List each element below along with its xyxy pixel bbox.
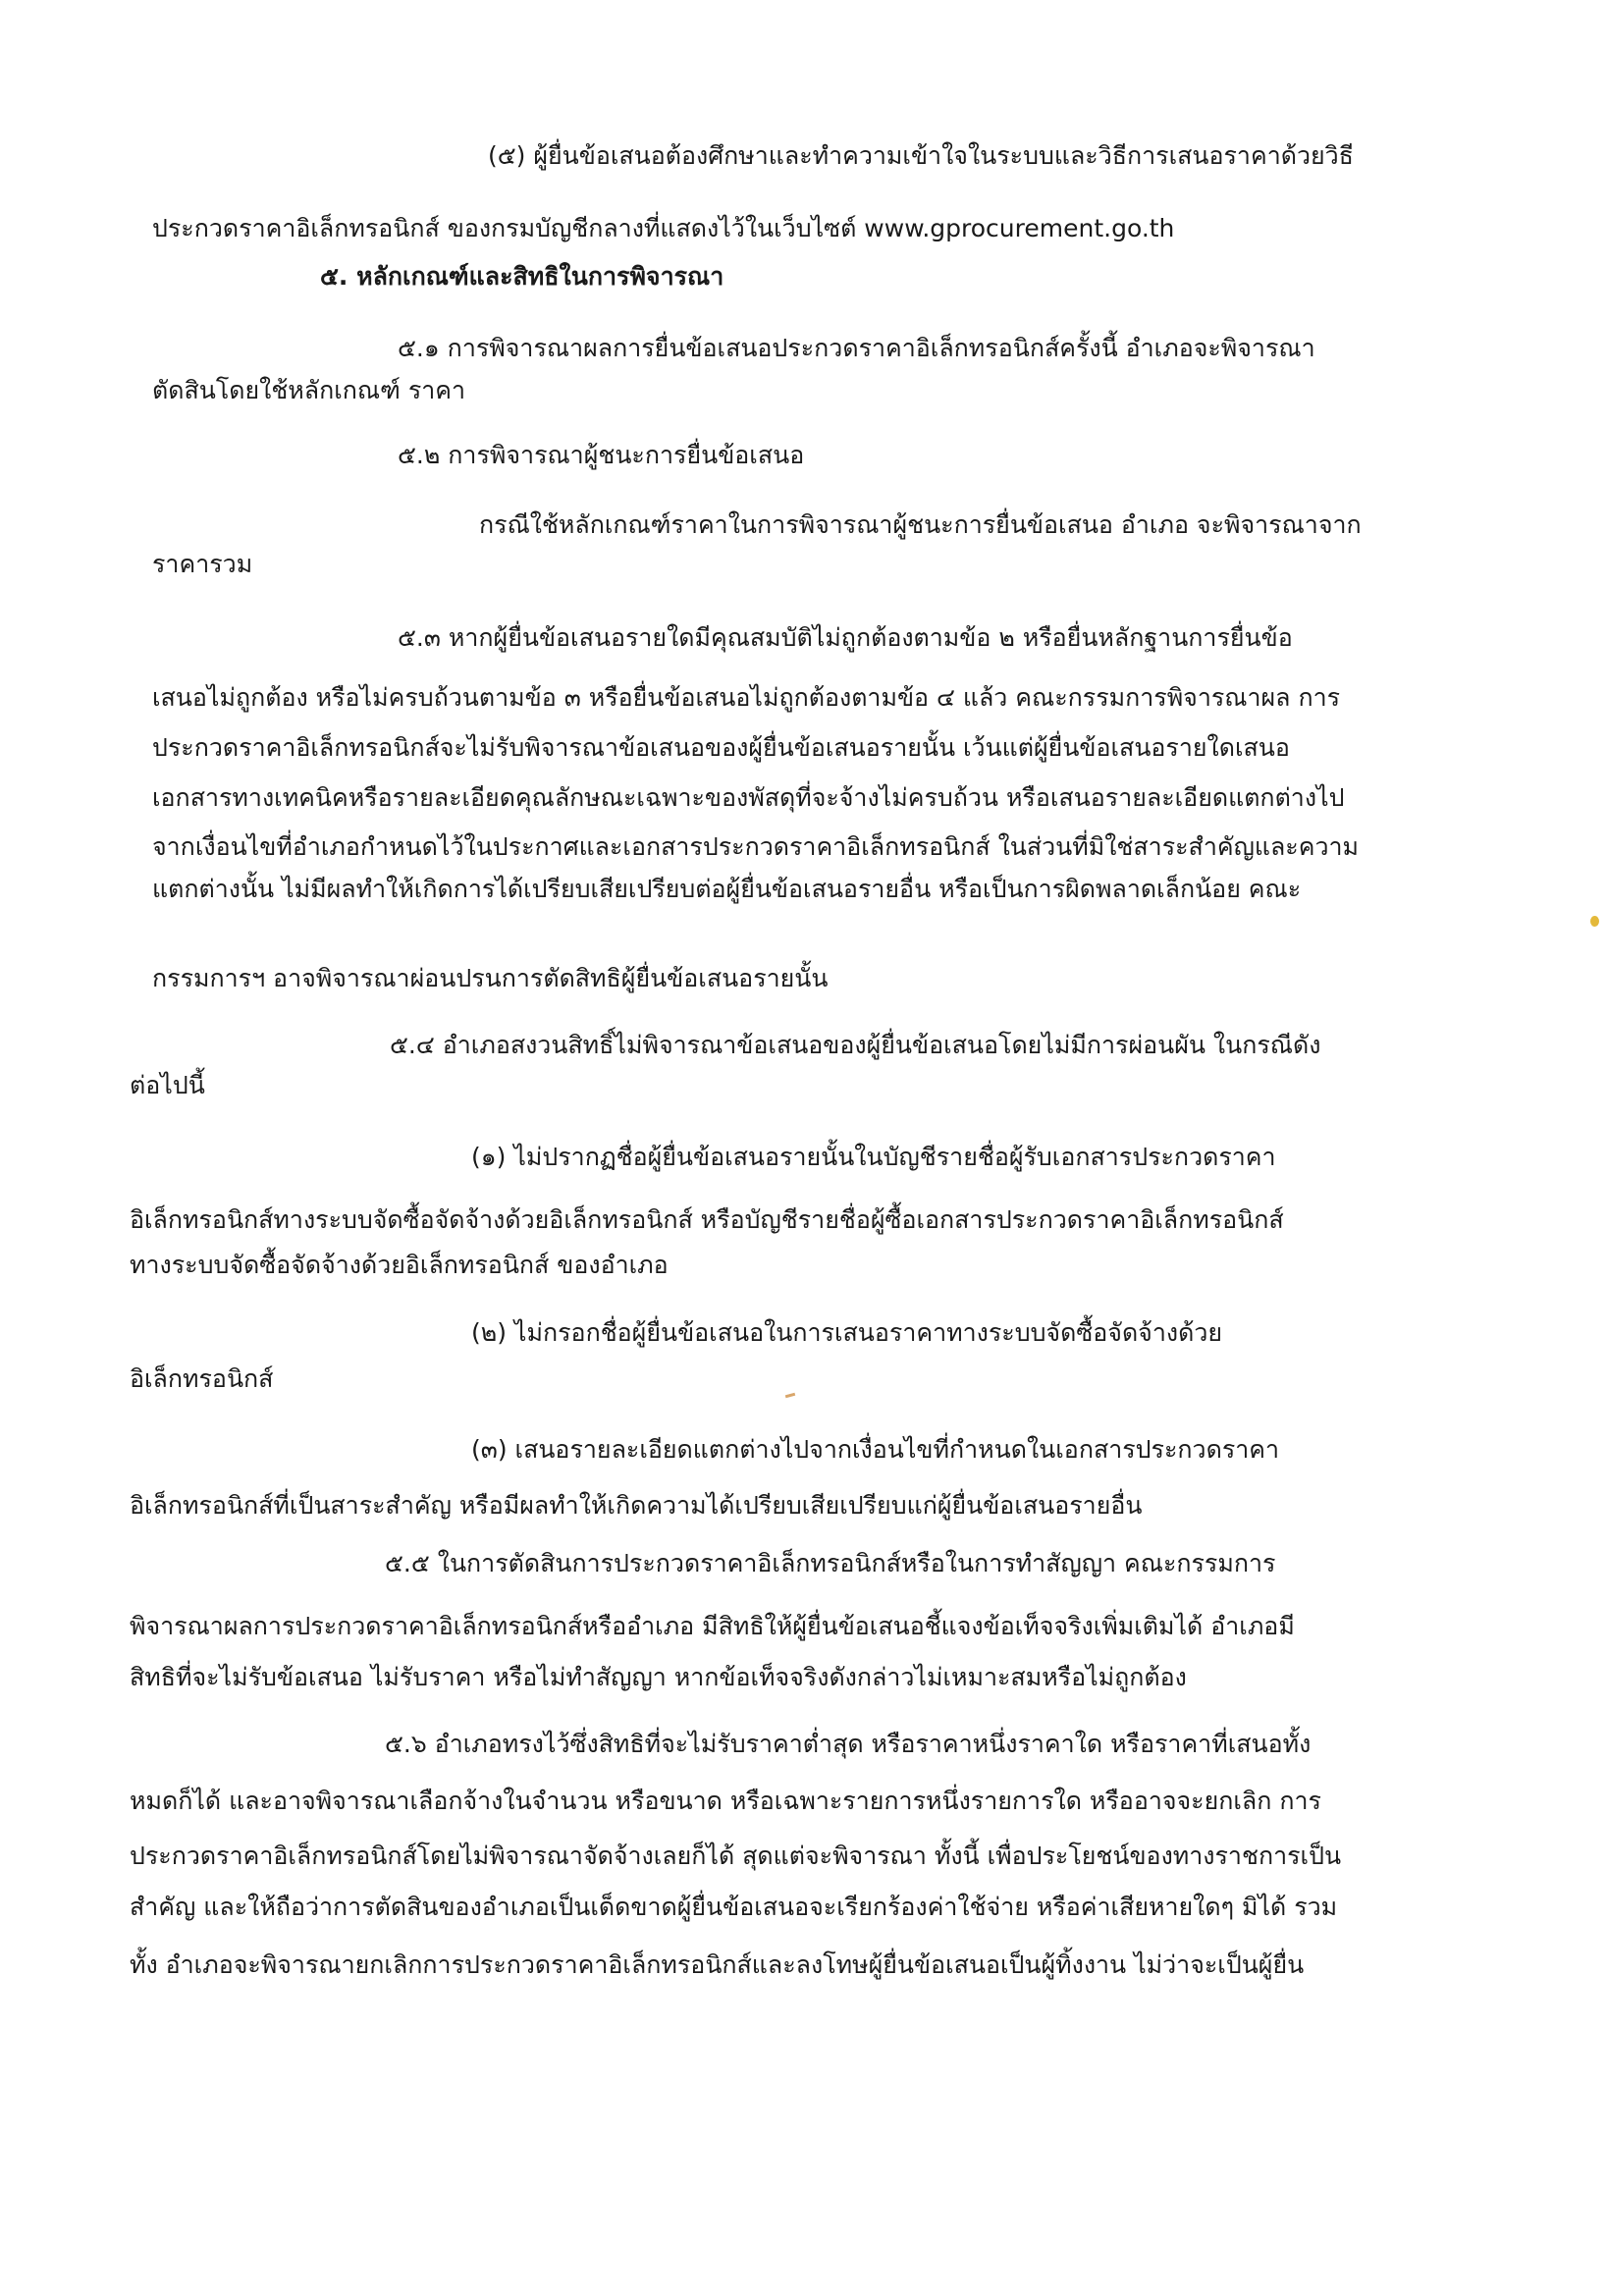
clause-5-1-line-1: ๕.๑ การพิจารณาผลการยื่นข้อเสนอประกวดราคาอิเล็กทรอนิกส์ครั้งนี้ อำเภอจะพิจารณา: [398, 334, 1315, 362]
clause-5-4-line-2: ต่อไปนี้: [130, 1071, 205, 1099]
clause-5-3-line-6: แตกต่างนั้น ไม่มีผลทำให้เกิดการได้เปรียบเสียเปรียบต่อผู้ยื่นข้อเสนอรายอื่น หรือเป็นการผิดพลาดเล็กน้อย คณะ: [152, 875, 1302, 903]
clause-5-3-line-1: ๕.๓ หากผู้ยื่นข้อเสนอรายใดมีคุณสมบัติไม่ถูกต้องตามข้อ ๒ หรือยื่นหลักฐานการยื่นข้อ: [398, 623, 1293, 652]
clause-5-5-line-1: ๕.๕ ในการตัดสินการประกวดราคาอิเล็กทรอนิกส์หรือในการทำสัญญา คณะกรรมการ: [385, 1549, 1276, 1577]
clause-5-1-line-2: ตัดสินโดยใช้หลักเกณฑ์ ราคา: [152, 376, 466, 404]
clause-5-2-heading: ๕.๒ การพิจารณาผู้ชนะการยื่นข้อเสนอ: [398, 441, 805, 469]
pen-mark: [785, 1393, 795, 1398]
clause-4-5-line-2: ประกวดราคาอิเล็กทรอนิกส์ ของกรมบัญชีกลางที่แสดงไว้ในเว็บไซต์ www.gprocurement.go.th: [152, 214, 1175, 242]
item-5-4-1-line-2: อิเล็กทรอนิกส์ทางระบบจัดซื้อจัดจ้างด้วยอิเล็กทรอนิกส์ หรือบัญชีรายชื่อผู้ซื้อเอกสารประกวดราคาอิเล็กทรอนิกส์: [130, 1205, 1284, 1234]
item-5-4-2-line-1: (๒) ไม่กรอกชื่อผู้ยื่นข้อเสนอในการเสนอราคาทางระบบจัดซื้อจัดจ้างด้วย: [471, 1318, 1223, 1347]
clause-5-3-line-5: จากเงื่อนไขที่อำเภอกำหนดไว้ในประกาศและเอกสารประกวดราคาอิเล็กทรอนิกส์ ในส่วนที่มิใช่สาระสำคัญและความ: [152, 832, 1360, 861]
clause-5-3-line-7: กรรมการฯ อาจพิจารณาผ่อนปรนการตัดสิทธิผู้ยื่นข้อเสนอรายนั้น: [152, 964, 829, 992]
clause-4-5-line-1: (๕) ผู้ยื่นข้อเสนอต้องศึกษาและทำความเข้าใจในระบบและวิธีการเสนอราคาด้วยวิธี: [488, 141, 1354, 170]
item-5-4-1-line-1: (๑) ไม่ปรากฏชื่อผู้ยื่นข้อเสนอรายนั้นในบัญชีรายชื่อผู้รับเอกสารประกวดราคา: [471, 1143, 1276, 1171]
clause-5-3-line-3: ประกวดราคาอิเล็กทรอนิกส์จะไม่รับพิจารณาข้อเสนอของผู้ยื่นข้อเสนอรายนั้น เว้นแต่ผู้ยื่นข้อเสนอรายใดเสนอ: [152, 733, 1290, 762]
clause-5-6-line-4: สำคัญ และให้ถือว่าการตัดสินของอำเภอเป็นเด็ดขาดผู้ยื่นข้อเสนอจะเรียกร้องค่าใช้จ่าย หรือค่าเสียหายใดๆ มิได้ รวม: [130, 1893, 1338, 1921]
clause-5-6-line-2: หมดก็ได้ และอาจพิจารณาเลือกจ้างในจำนวน หรือขนาด หรือเฉพาะรายการหนึ่งรายการใด หรืออาจจะยกเลิก การ: [130, 1787, 1321, 1815]
clause-5-6-line-3: ประกวดราคาอิเล็กทรอนิกส์โดยไม่พิจารณาจัดจ้างเลยก็ได้ สุดแต่จะพิจารณา ทั้งนี้ เพื่อประโยชน์ของทางราชการเป็น: [130, 1842, 1342, 1870]
clause-5-4-line-1: ๕.๔ อำเภอสงวนสิทธิ์ไม่พิจารณาข้อเสนอของผู้ยื่นข้อเสนอโดยไม่มีการผ่อนผัน ในกรณีดัง: [390, 1031, 1321, 1059]
clause-5-5-line-2: พิจารณาผลการประกวดราคาอิเล็กทรอนิกส์หรืออำเภอ มีสิทธิให้ผู้ยื่นข้อเสนอชี้แจงข้อเท็จจริงเพิ่มเติมได้ อำเภอมี: [130, 1612, 1295, 1640]
item-5-4-3-line-1: (๓) เสนอรายละเอียดแตกต่างไปจากเงื่อนไขที่กำหนดในเอกสารประกวดราคา: [471, 1435, 1280, 1464]
item-5-4-1-line-3: ทางระบบจัดซื้อจัดจ้างด้วยอิเล็กทรอนิกส์ ของอำเภอ: [130, 1251, 669, 1279]
item-5-4-3-line-2: อิเล็กทรอนิกส์ที่เป็นสาระสำคัญ หรือมีผลทำให้เกิดความได้เปรียบเสียเปรียบแก่ผู้ยื่นข้อเสนอรายอื่น: [130, 1491, 1143, 1520]
clause-5-3-line-4: เอกสารทางเทคนิคหรือรายละเอียดคุณลักษณะเฉพาะของพัสดุที่จะจ้างไม่ครบถ้วน หรือเสนอรายละเอียดแตกต่างไป: [152, 783, 1345, 812]
clause-5-2-line-2: ราคารวม: [152, 550, 253, 578]
clause-5-5-line-3: สิทธิที่จะไม่รับข้อเสนอ ไม่รับราคา หรือไม่ทำสัญญา หากข้อเท็จจริงดังกล่าวไม่เหมาะสมหรือไม่ถูกต้อง: [130, 1663, 1187, 1691]
clause-5-3-line-2: เสนอไม่ถูกต้อง หรือไม่ครบถ้วนตามข้อ ๓ หรือยื่นข้อเสนอไม่ถูกต้องตามข้อ ๔ แล้ว คณะกรรมการพิจารณาผล การ: [152, 683, 1341, 712]
item-5-4-2-line-2: อิเล็กทรอนิกส์: [130, 1364, 274, 1393]
clause-5-6-line-1: ๕.๖ อำเภอทรงไว้ซึ่งสิทธิที่จะไม่รับราคาต่ำสุด หรือราคาหนึ่งราคาใด หรือราคาที่เสนอทั้ง: [385, 1730, 1312, 1758]
ink-speck: [1590, 916, 1599, 927]
clause-5-6-line-5: ทั้ง อำเภอจะพิจารณายกเลิกการประกวดราคาอิเล็กทรอนิกส์และลงโทษผู้ยื่นข้อเสนอเป็นผู้ทิ้งงาน ไม่ว่าจะเป็นผู้ยื่น: [130, 1950, 1305, 1979]
section-5-heading: ๕. หลักเกณฑ์และสิทธิในการพิจารณา: [320, 262, 724, 291]
clause-5-2-line-1: กรณีใช้หลักเกณฑ์ราคาในการพิจารณาผู้ชนะการยื่นข้อเสนอ อำเภอ จะพิจารณาจาก: [479, 510, 1362, 539]
